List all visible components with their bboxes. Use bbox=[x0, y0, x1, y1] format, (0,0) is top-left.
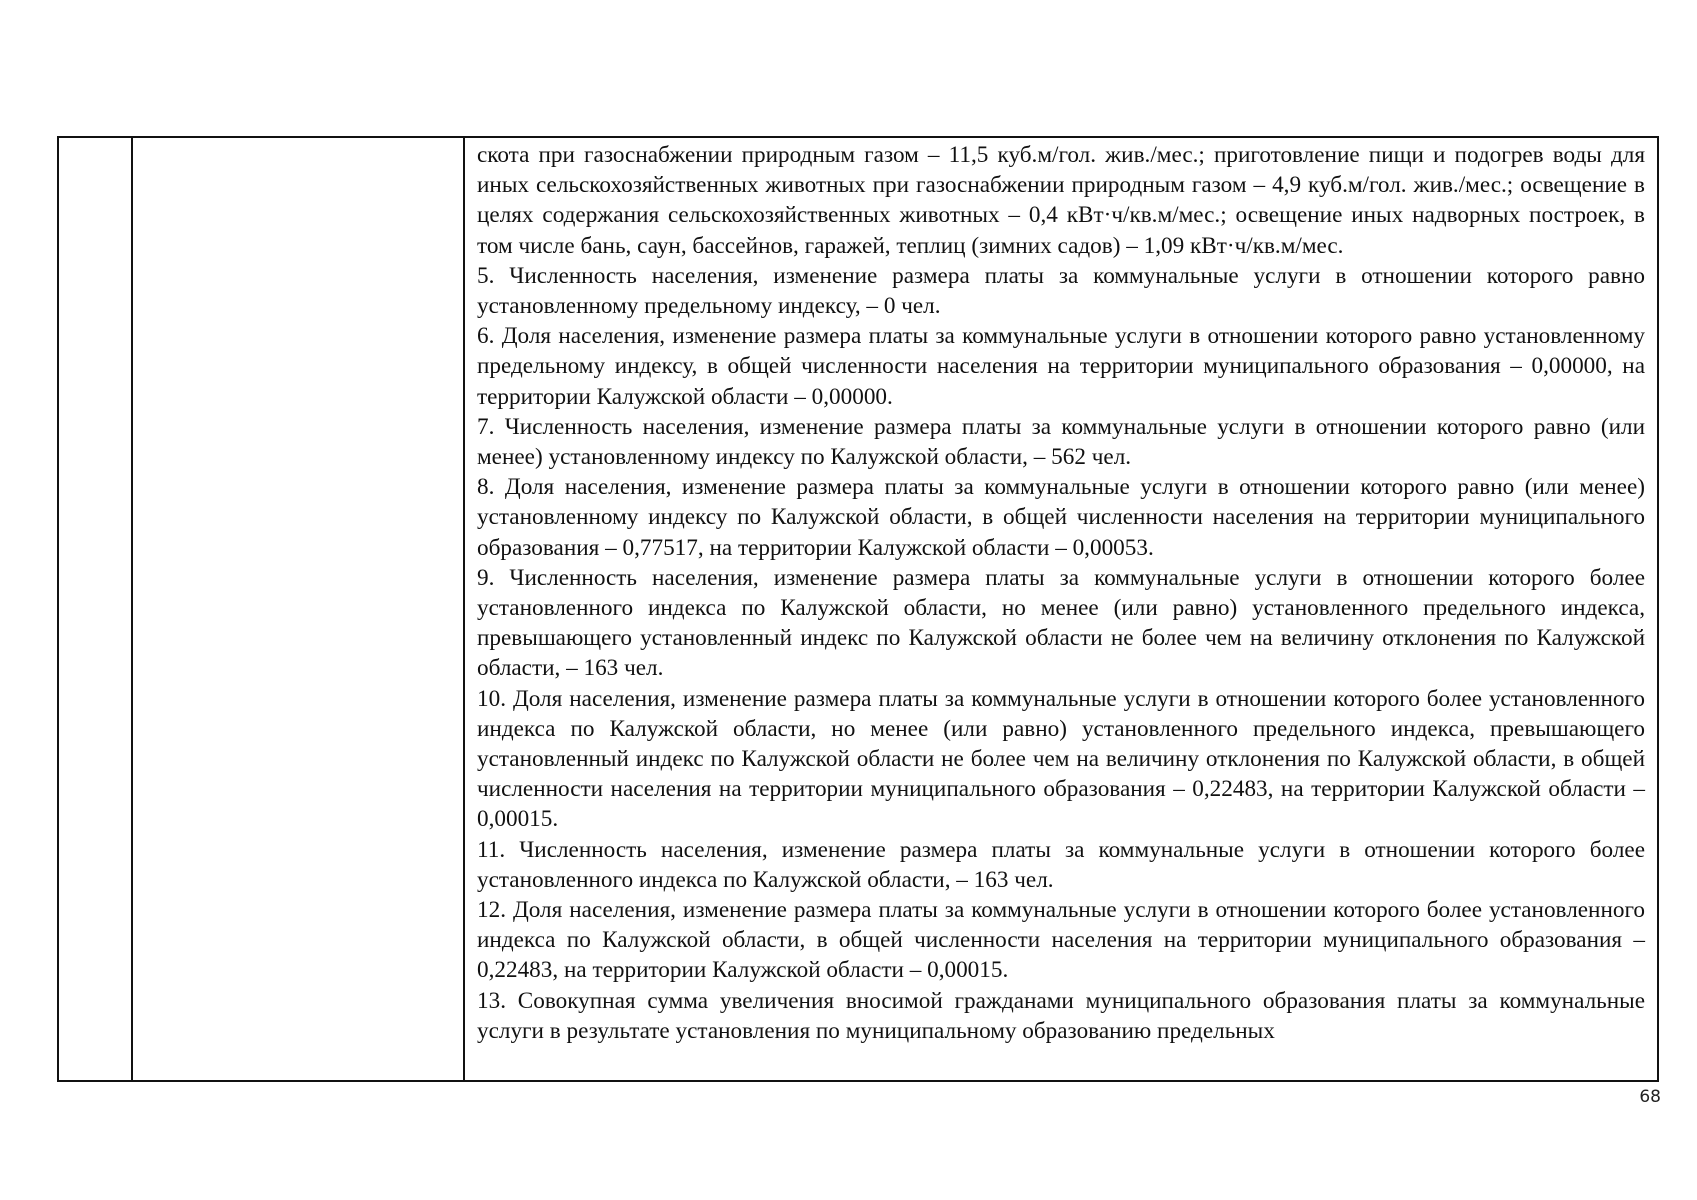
paragraph-item-6: 6. Доля населения, изменение размера платы за коммунальные услуги в отношении которого равно установленному предельному индексу, в общей численности населения на территории муниципального образования – 0,00000, на территории Калужской области – 0,00000. bbox=[477, 323, 1645, 410]
paragraph-item-12: 12. Доля населения, изменение размера платы за коммунальные услуги в отношении которого более установленного индекса по Калужской области, в общей численности населения на территории муниципального образования – 0,22483, на территории Калужской области – 0,00015. bbox=[477, 897, 1645, 984]
paragraph-item-9: 9. Численность населения, изменение размера платы за коммунальные услуги в отношении которого более установленного индекса по Калужской области, но менее (или равно) установленного предельного индекса, превышающего установленный индекс по Калужской области не более чем на величину отклонения по Калужской области, – 163 чел. bbox=[477, 564, 1645, 682]
document-table bbox=[57, 136, 1659, 1082]
page-number: 68 bbox=[1639, 1087, 1661, 1107]
paragraph-item-5: 5. Численность населения, изменение размера платы за коммунальные услуги в отношении которого равно установленному предельному индексу, – 0 чел. bbox=[477, 262, 1645, 320]
paragraph-item-8: 8. Доля населения, изменение размера платы за коммунальные услуги в отношении которого равно (или менее) установленному индексу по Калужской области, в общей численности населения на территории муниципального образования – 0,77517, на территории Калужской области – 0,00053. bbox=[477, 474, 1645, 561]
paragraph-continuation: скота при газоснабжении природным газом – 11,5 куб.м/гол. жив./мес.; приготовление пищи и подогрев воды для иных сельскохозяйственных животных при газоснабжении природным газом – 4,9 куб.м/гол. жив./мес.; освещение в целях содержания сельскохозяйственных животных – 0,4 кВт·ч/кв.м/мес.; освещение иных надворных построек, в том числе бань, саун, бассейнов, гаражей, теплиц (зимних садов) – 1,09 кВт·ч/кв.м/мес. bbox=[477, 142, 1645, 259]
paragraph-item-13: 13. Совокупная сумма увеличения вносимой гражданами муниципального образования платы за коммунальные услуги в результате установления по муниципальному образованию предельных bbox=[477, 987, 1645, 1044]
table-column-content bbox=[465, 138, 1657, 1080]
paragraph-item-10: 10. Доля населения, изменение размера платы за коммунальные услуги в отношении которого более установленного индекса по Калужской области, но менее (или равно) установленного предельного индекса, превышающего установленный индекс по Калужской области не более чем на величину отклонения по Калужской области, в общей численности населения на территории муниципального образования – 0,22483, на территории Калужской области – 0,00015. bbox=[477, 685, 1645, 833]
paragraph-item-11: 11. Численность населения, изменение размера платы за коммунальные услуги в отношении которого более установленного индекса по Калужской области, – 163 чел. bbox=[477, 836, 1645, 893]
table-column-name bbox=[133, 138, 465, 1080]
paragraph-item-7: 7. Численность населения, изменение размера платы за коммунальные услуги в отношении которого равно (или менее) установленному индексу по Калужской области, – 562 чел. bbox=[477, 413, 1645, 471]
table-column-number bbox=[59, 138, 133, 1080]
